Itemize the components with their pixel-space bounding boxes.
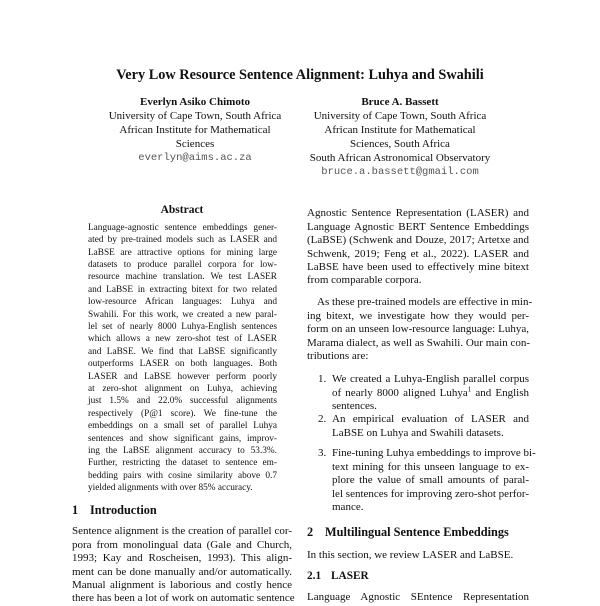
paragraph-line: (LaBSE) (Schwenk and Douze, 2017; Artetxe and [307, 234, 529, 247]
abstract-line: ated by pre-trained models such as LASER and [88, 235, 277, 246]
paragraph-line: from comparable corpora. [307, 274, 422, 287]
author-block-1 [80, 95, 310, 165]
contribution-line: of nearly 8000 aligned Luhya$^1$ and English [332, 385, 529, 399]
paragraph-line: Language Agnostic BERT Sentence Embeddings [307, 220, 529, 233]
abstract-line: respectively (P@1 score). We fine-tune the [88, 408, 277, 419]
author-affiliation: South African Astronomical Observatory [309, 152, 491, 164]
contribution-line: mance. [332, 500, 364, 513]
intro-line: Manual alignment is laborious and costly hence [72, 578, 292, 591]
intro-line: Sentence alignment is the creation of parallel cor- [72, 525, 292, 538]
subsection-title: LASER [331, 570, 369, 582]
abstract-line: resource machine translation. We test LASER [88, 272, 277, 283]
abstract-line: yielded alignments with over 85% accuracy. [88, 483, 253, 494]
author-affiliation: Sciences [175, 138, 215, 150]
paragraph-line: Agnostic Sentence Representation (LASER) and [307, 207, 529, 220]
author-block-2 [285, 95, 515, 179]
author-affiliation: African Institute for Mathematical [324, 124, 476, 136]
abstract-line: and LaBSE. We find that LaBSE significantly [88, 346, 277, 357]
contribution-line: text mining for this unseen language to ex- [332, 460, 529, 473]
contribution-number: 3. [318, 447, 327, 460]
paper-title: Very Low Resource Sentence Alignment: Luhya and Swahili [116, 67, 484, 83]
section-title: Introduction [90, 503, 157, 517]
abstract-line: LaBSE are attractive options for mining large [88, 247, 277, 258]
abstract-line: datasets to produce parallel corpora for low- [88, 260, 277, 270]
author-affiliation: University of Cape Town, South Africa [313, 110, 487, 122]
contribution-line: plore the value of small amounts of paral- [332, 474, 529, 487]
abstract-line: low-resource African languages: Luhya and [88, 297, 277, 308]
abstract-line: ing the LaBSE alignment accuracy to 53.3%. [88, 446, 277, 456]
abstract-line: Language-agnostic sentence embeddings gener- [88, 222, 277, 233]
contribution-number: 2. [318, 413, 327, 426]
abstract-line: embeddings on a small set of parallel Luhya [88, 421, 277, 432]
paragraph-line: ing bitext, we investigate how they would per- [307, 309, 529, 322]
section-intro-text: In this section, we review LASER and LaBSE. [307, 549, 514, 561]
paragraph-line: form on an unseen low-resource language: Luhya, [307, 323, 529, 336]
abstract-line: sentences and show significant gains, improv- [88, 433, 277, 444]
abstract-line: which allows a new zero-shot test of LASER [88, 334, 277, 345]
abstract-line: outperforms LASER on both languages. Both [88, 359, 277, 370]
abstract-line: just 1.5% and 22.0% successful alignments [88, 396, 277, 407]
author-email[interactable]: bruce.a.bassett@gmail.com [321, 166, 479, 178]
contribution-line: sentences. [332, 400, 377, 413]
author-affiliation: Sciences, South Africa [350, 138, 450, 150]
abstract-line: Swahili. For this work, we created a new paral- [88, 309, 277, 320]
author-email[interactable]: everlyn@aims.ac.za [138, 152, 252, 164]
paragraph-line: Marama dialect, as well as Swahili. Our main con- [307, 336, 530, 349]
subsection-number: 2.1 [307, 570, 322, 582]
abstract-line: bedding pairs with cosine similarity above 0.7 [88, 470, 277, 481]
subsection-heading-laser [307, 570, 369, 582]
contribution-line: We created a Luhya-English parallel corpus [332, 373, 529, 386]
author-affiliation: African Institute for Mathematical [119, 124, 271, 136]
section-title: Multilingual Sentence Embeddings [325, 525, 509, 539]
footnote-marker[interactable]: 1 [467, 385, 472, 394]
section-heading-multilingual [307, 525, 509, 540]
laser-paragraph-line: Language Agnostic SEntence Representation [307, 591, 529, 604]
abstract-line: at zero-shot alignment on Luhya, achieving [88, 384, 277, 394]
section-number: 1 [72, 503, 79, 517]
section-heading-introduction [72, 503, 157, 518]
section-number: 2 [307, 525, 314, 539]
abstract-line: and LaBSE in extracting bitext for two related [88, 284, 277, 295]
contribution-line: LaBSE on Luhya and Swahili datasets. [332, 426, 504, 439]
intro-line: ment can be done manually and/or automatically. [72, 565, 292, 578]
author-name: Everlyn Asiko Chimoto [139, 96, 250, 108]
intro-line: 1993; Kay and Roscheisen, 1993). This align- [72, 552, 292, 565]
abstract-line: lel set of nearly 8000 Luhya-English sentences [88, 322, 277, 332]
contribution-line: lel sentences for improving zero-shot perfor- [332, 487, 529, 500]
contribution-line: An empirical evaluation of LASER and [332, 413, 529, 426]
paragraph-line: Schwenk, 2019; Feng et al., 2022). LASER and [307, 247, 529, 260]
intro-line: there has been a lot of work on automatic sentence [72, 592, 295, 605]
abstract-line: Further, restricting the dataset to sentence em- [88, 458, 277, 469]
author-affiliation: University of Cape Town, South Africa [108, 110, 282, 122]
contribution-number: 1. [318, 373, 327, 386]
intro-line: pora from monolingual data (Gale and Church, [72, 538, 292, 551]
abstract-heading: Abstract [160, 204, 204, 216]
paragraph-line: tributions are: [307, 349, 369, 362]
abstract-line: LASER and LaBSE however perform poorly [88, 371, 277, 382]
contribution-line: Fine-tuning Luhya embeddings to improve bi- [332, 447, 536, 460]
paragraph-line: LaBSE have been used to effectively mine bitext [307, 260, 529, 273]
paragraph-line: As these pre-trained models are effective in min- [317, 296, 533, 309]
author-name: Bruce A. Bassett [361, 96, 439, 108]
